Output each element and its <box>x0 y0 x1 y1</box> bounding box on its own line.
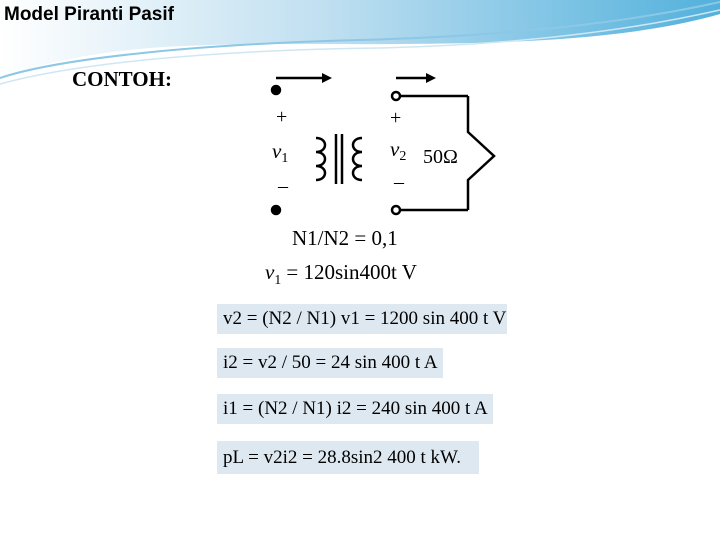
primary-voltage-label: v1 <box>272 139 289 166</box>
load-resistor <box>468 96 494 210</box>
primary-arrowhead <box>322 73 332 83</box>
secondary-minus-sign: – <box>394 171 404 193</box>
source-voltage-symbol: v <box>265 260 275 284</box>
primary-plus-sign: + <box>276 106 288 128</box>
secondary-arrowhead <box>426 73 436 83</box>
source-voltage-subscript: 1 <box>274 272 282 288</box>
equation-pl: pL = v2i2 = 28.8sin2 400 t kW. <box>217 441 479 474</box>
primary-coil <box>316 138 325 180</box>
example-heading: CONTOH: <box>72 67 172 91</box>
equation-i1: i1 = (N2 / N1) i2 = 240 sin 400 t A <box>217 394 493 424</box>
primary-minus-sign: – <box>278 175 288 197</box>
secondary-top-terminal <box>392 92 400 100</box>
secondary-plus-sign: + <box>390 107 402 129</box>
secondary-coil <box>353 138 362 180</box>
equation-v2: v2 = (N2 / N1) v1 = 1200 sin 400 t V <box>217 304 507 334</box>
equation-i2: i2 = v2 / 50 = 24 sin 400 t A <box>217 348 443 378</box>
turns-ratio: N1/N2 = 0,1 <box>292 226 398 250</box>
transformer-circuit-diagram <box>250 70 510 230</box>
load-resistance-label: 50Ω <box>423 146 458 168</box>
secondary-bottom-terminal <box>392 206 400 214</box>
source-voltage <box>265 260 417 288</box>
source-voltage-expression: = 120sin400t V <box>286 260 417 284</box>
primary-top-terminal <box>272 86 280 94</box>
primary-bottom-terminal <box>272 206 280 214</box>
slide-title: Model Piranti Pasif <box>4 4 174 25</box>
secondary-voltage-label: v2 <box>390 137 407 164</box>
